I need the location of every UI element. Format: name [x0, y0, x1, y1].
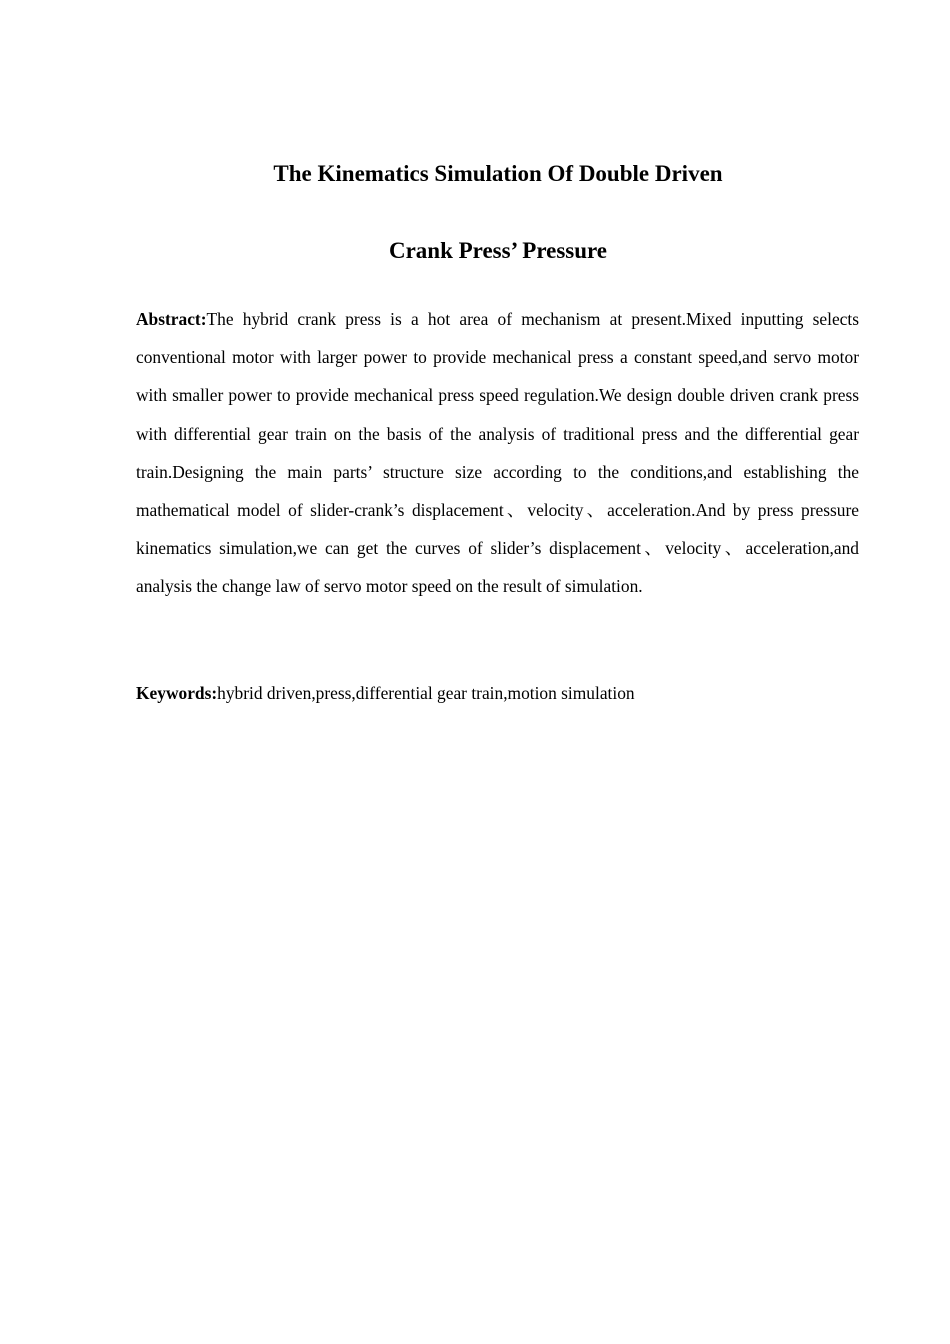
keywords-text: hybrid driven,press,differential gear train,motion simulation — [217, 683, 635, 703]
abstract-label: Abstract: — [136, 309, 207, 329]
page-title-line-2: Crank Press’ Pressure — [388, 238, 608, 263]
abstract-text: The hybrid crank press is a hot area of mechanism at present.Mixed inputting selects conventional motor with larger power to provide mechanical press a constant speed,and servo motor with smaller power to provide mechanical press speed regulation.We design double driven crank press with differential gear train on the basis of the analysis of traditional press and the differential gear train.Designing the main parts’ structure size according to the conditions,and establishing the mathematical model of slider-crank’s displacement、velocity、acceleration.And by press pressure kinematics simulation,we can get the curves of slider’s displacement、velocity、acceleration,and analysis the change law of servo motor speed on the result of simulation. — [136, 309, 859, 597]
keywords-label: Keywords: — [136, 683, 218, 703]
keywords-line — [136, 678, 859, 708]
abstract-paragraph — [136, 300, 859, 606]
page-title-line-1: The Kinematics Simulation Of Double Driven — [273, 161, 723, 186]
